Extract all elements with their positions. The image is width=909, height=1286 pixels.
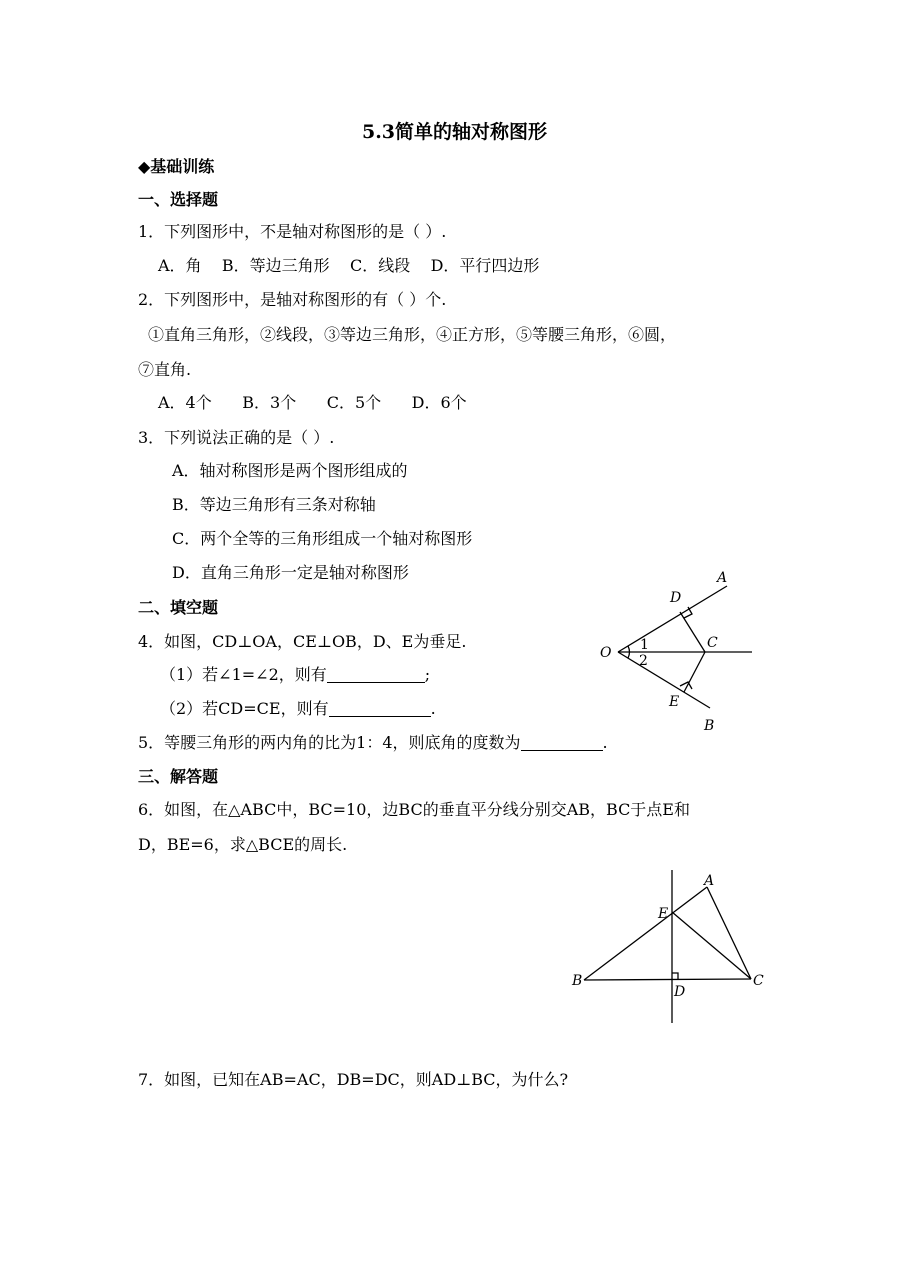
section-heading-basic: ◆基础训练 xyxy=(138,157,215,176)
q3-stem: 3．下列说法正确的是（ ）. xyxy=(138,428,335,447)
label-angle-2: 2 xyxy=(639,653,648,669)
q4-sub2-end: . xyxy=(430,699,436,718)
q2-options: A．4个 B．3个 C．5个 D．6个 xyxy=(158,393,467,412)
part-heading-fill: 二、填空题 xyxy=(138,598,219,617)
label-a: A xyxy=(717,570,728,586)
label-e: E xyxy=(669,694,680,710)
part-heading-choice: 一、选择题 xyxy=(138,190,219,209)
q3-option-c: C．两个全等的三角形组成一个轴对称图形 xyxy=(172,529,473,548)
q4-sub2 xyxy=(160,699,436,719)
part-heading-solve: 三、解答题 xyxy=(138,767,219,786)
q6-stem-line1: 6．如图，在△ABC中，BC=10，边BC的垂直平分线分别交AB，BC于点E和 xyxy=(138,800,690,819)
q5-stem xyxy=(138,733,608,753)
q6-stem-line2: D，BE=6，求△BCE的周长. xyxy=(138,835,348,854)
label-o: O xyxy=(600,645,612,661)
q2-stem: 2．下列图形中，是轴对称图形的有（ ）个. xyxy=(138,290,447,309)
q4-sub1-text: （1）若∠1=∠2，则有 xyxy=(160,665,327,684)
q4-sub2-text: （2）若CD=CE，则有 xyxy=(160,699,329,718)
q3-option-d: D．直角三角形一定是轴对称图形 xyxy=(172,563,409,582)
q3-option-a: A．轴对称图形是两个图形组成的 xyxy=(172,461,408,480)
q5-end: . xyxy=(602,733,608,752)
q1-options: A．角 B．等边三角形 C．线段 D．平行四边形 xyxy=(158,256,540,275)
q4-sub2-blank xyxy=(329,700,431,717)
q6-triangle-figure xyxy=(565,865,775,1030)
label-a: A xyxy=(704,873,715,889)
q5-blank xyxy=(521,734,603,751)
q4-stem: 4．如图，CD⊥OA，CE⊥OB，D、E为垂足. xyxy=(138,632,467,651)
q7-stem: 7．如图，已知在AB=AC，DB=DC，则AD⊥BC，为什么? xyxy=(138,1070,569,1089)
q4-angle-bisector-figure xyxy=(580,560,770,740)
q4-sub1-blank xyxy=(327,666,425,683)
q3-option-b: B．等边三角形有三条对称轴 xyxy=(172,495,376,514)
label-d: D xyxy=(674,984,686,1000)
label-e: E xyxy=(658,906,669,922)
label-angle-1: 1 xyxy=(640,637,649,653)
label-d: D xyxy=(670,590,682,606)
q4-sub1 xyxy=(160,665,430,685)
label-c: C xyxy=(707,635,718,651)
q2-items-line: ①直角三角形，②线段，③等边三角形，④正方形，⑤等腰三角形，⑥圆， xyxy=(148,325,677,344)
q2-items-line-cont: ⑦直角. xyxy=(138,360,192,379)
label-c: C xyxy=(753,973,764,989)
label-b: B xyxy=(572,973,583,989)
page-title: 5.3简单的轴对称图形 xyxy=(361,121,548,143)
label-b: B xyxy=(704,718,715,734)
q1-stem: 1．下列图形中，不是轴对称图形的是（ ）. xyxy=(138,222,447,241)
q5-text: 5．等腰三角形的两内角的比为1：4，则底角的度数为 xyxy=(138,733,521,752)
q4-sub1-end: ; xyxy=(424,665,431,684)
